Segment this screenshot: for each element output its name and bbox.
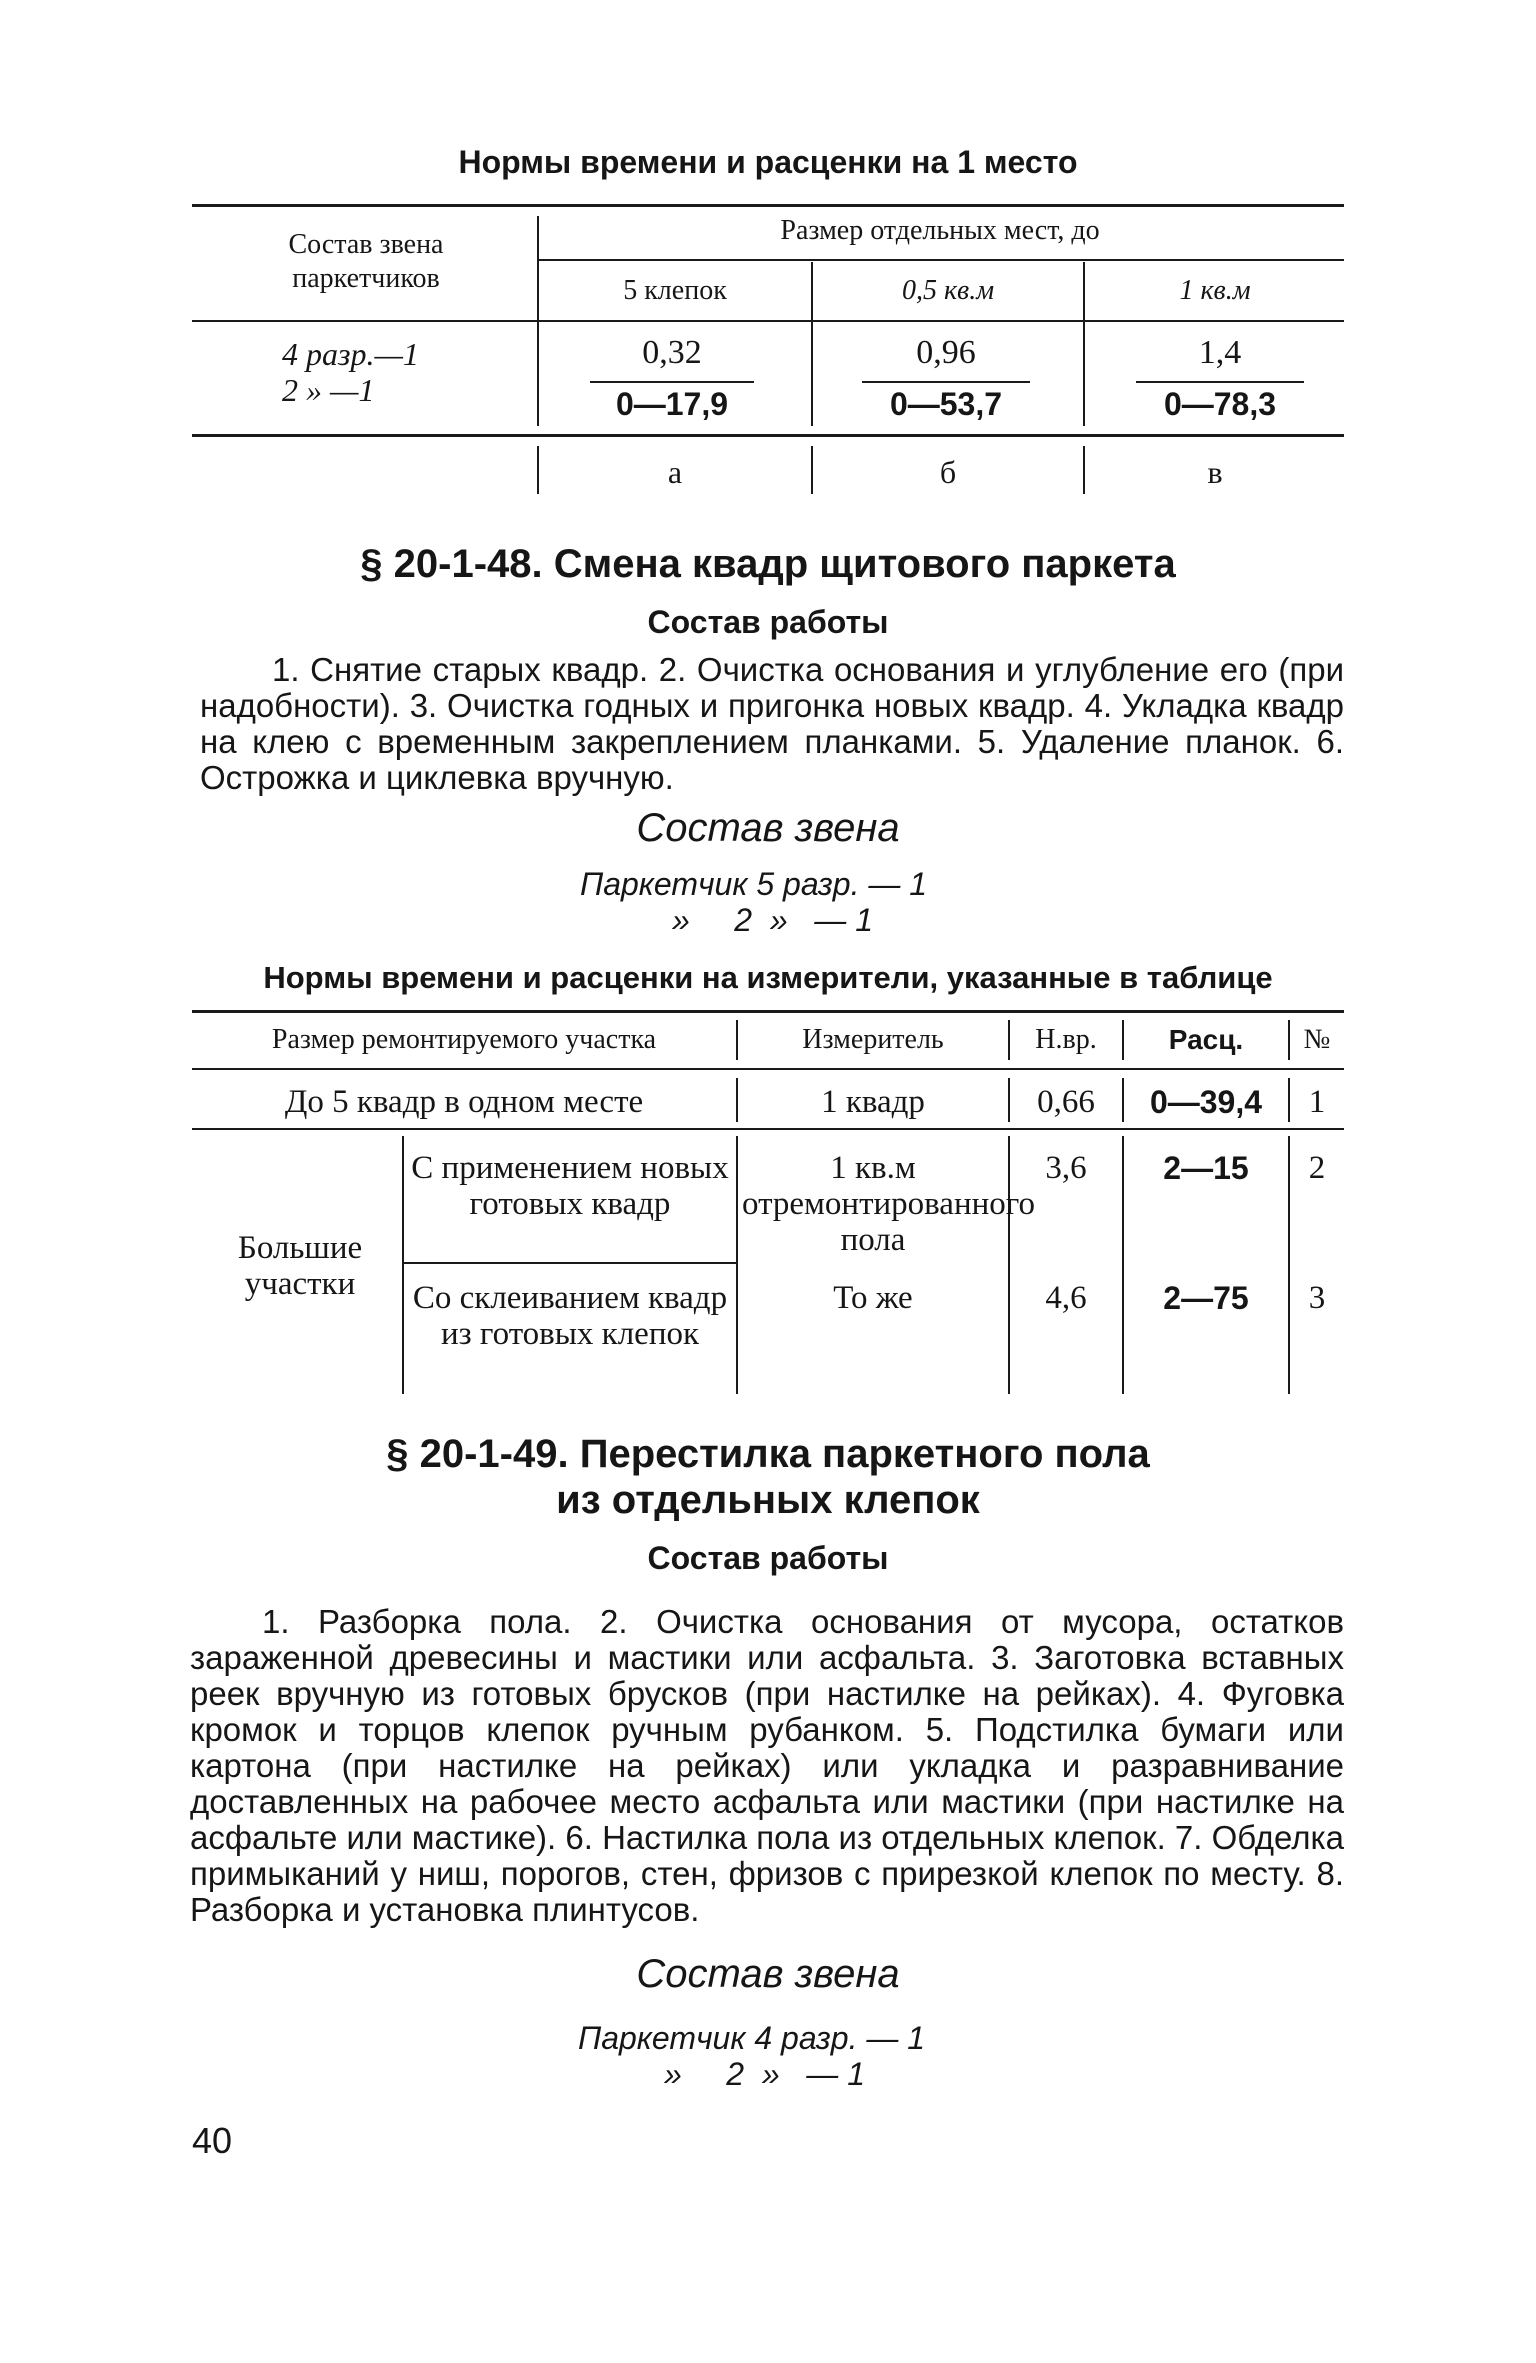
table2-header-num: № — [1303, 1024, 1331, 1055]
table1-col-0-5-m2: 0,5 кв.м — [901, 275, 995, 306]
section48-heading: § 20-1-48. Смена квадр щитового паркета — [360, 542, 1176, 586]
table1-rate-b: 0—53,7 — [889, 386, 1003, 422]
table2-title: Нормы времени и расценки на измерители, указанные в таблице — [263, 960, 1273, 995]
table1-letter-vline-3 — [1083, 446, 1085, 494]
table1-vline-2 — [811, 262, 813, 426]
table2-body-vline-1 — [736, 1136, 738, 1394]
table1-col-1-m2: 1 кв.м — [1179, 275, 1251, 306]
table1-top-rule — [192, 204, 1344, 207]
table1-crew-row-1: 4 разр.—1 — [282, 336, 419, 372]
table2-row3-num: 3 — [1308, 1280, 1326, 1316]
table1-col-5-klepok: 5 клепок — [623, 275, 727, 306]
table1-norm-a: 0,32 — [642, 334, 702, 371]
table2-row3-rate: 2—75 — [1163, 1280, 1249, 1316]
table1-norm-b: 0,96 — [916, 334, 976, 371]
table2-row2-rate: 2—15 — [1163, 1150, 1249, 1186]
table1-letter-c: в — [1207, 454, 1223, 490]
table1-letter-vline-2 — [811, 446, 813, 494]
table2-row3-sub: Со склеиванием квадр из готовых клепок — [412, 1280, 728, 1352]
table2-row1-norm: 0,66 — [1037, 1084, 1095, 1120]
table2-group-vline — [402, 1136, 404, 1394]
section48-crew-line-2: » 2 » — 1 — [672, 902, 873, 938]
section49-heading-line-2: из отдельных клепок — [556, 1478, 980, 1522]
section48-crew-title: Состав звена — [636, 806, 900, 850]
table1-letter-b: б — [939, 454, 957, 490]
page-number: 40 — [192, 2120, 233, 2161]
table1-subheader-rule — [538, 259, 1344, 261]
table1-size-header: Размер отдельных мест, до — [780, 215, 1100, 246]
table2-row3-norm: 4,6 — [1045, 1280, 1087, 1316]
table2-group-label: Большие участки — [237, 1230, 363, 1302]
table1-rate-a: 0—17,9 — [615, 386, 729, 422]
table2-header-rate: Расц. — [1168, 1024, 1244, 1055]
section49-crew-title: Состав звена — [636, 1952, 900, 1996]
table1-crew-header: Состав звена паркетчиков — [288, 229, 444, 294]
table2-top-rule — [192, 1010, 1344, 1013]
table1-vline-1 — [537, 216, 539, 426]
section49-work-title: Состав работы — [647, 1540, 889, 1576]
section48-work-title: Состав работы — [647, 604, 889, 640]
table2-row2-sub: С применением новых готовых квадр — [411, 1150, 729, 1222]
table2-row1-num: 1 — [1308, 1084, 1326, 1120]
table2-row2-norm: 3,6 — [1045, 1150, 1087, 1186]
section48-work-text — [200, 652, 1344, 796]
table1-title: Нормы времени и расценки на 1 место — [458, 144, 1078, 180]
section49-heading-line-1: § 20-1-49. Перестилка паркетного пола — [386, 1432, 1150, 1476]
table1-crew-row-2: 2 » —1 — [282, 372, 375, 408]
table2-row2-num: 2 — [1308, 1150, 1326, 1186]
table1-vline-3 — [1083, 262, 1085, 426]
table1-letter-a: а — [667, 454, 683, 490]
table1-fraction-line-c — [1136, 381, 1304, 383]
table1-fraction-line-a — [590, 381, 754, 383]
table2-subrow-rule — [402, 1262, 736, 1264]
table1-bottom-rule — [192, 434, 1344, 437]
table2-row1-size: До 5 квадр в одном месте — [284, 1084, 644, 1120]
table2-header-unit: Измеритель — [802, 1024, 944, 1055]
table2-header-size: Размер ремонтируемого участка — [271, 1024, 657, 1055]
table1-header-rule — [192, 320, 1344, 322]
table2-header-rule — [192, 1068, 1344, 1070]
table2-row3-unit: То же — [833, 1280, 913, 1316]
section49-crew-line-1: Паркетчик 4 разр. — 1 — [578, 2020, 926, 2056]
section49-crew-line-2: » 2 » — 1 — [664, 2056, 865, 2092]
table2-row1-unit: 1 квадр — [821, 1084, 925, 1120]
table2-row1-rate: 0—39,4 — [1149, 1084, 1263, 1120]
table2-row2-unit: 1 кв.м отремонтированного пола — [742, 1150, 1035, 1258]
table1-fraction-line-b — [862, 381, 1030, 383]
section49-work-text — [190, 1604, 1344, 1928]
table1-rate-c: 0—78,3 — [1163, 386, 1277, 422]
section48-work-paragraph: 1. Снятие старых квадр. 2. Очистка основания и углубление его (при надобности). 3. Очистка годных и пригонка новых квадр. 4. Укладка квадр на клею с временным закреплением планками. 5. Удаление планок. 6. Острожка и циклевка вручную. — [200, 651, 1344, 796]
section49-work-paragraph: 1. Разборка пола. 2. Очистка основания от мусора, остатков зараженной древесины и мастики или асфальта. 3. Заготовка вставных реек вручную из готовых брусков (при настилке на рейках). 4. Фуговка кромок и торцов клепок ручным рубанком. 5. Подстилка бумаги или картона (при настилке на рейках) или укладка и разравнивание доставленных на рабочее место асфальта или мастики (при настилке на асфальте или мастике). 6. Настилка пола из отдельных клепок. 7. Обделка примыканий у ниш, порогов, стен, фризов с прирезкой клепок по месту. 8. Разборка и установка плинтусов. — [190, 1603, 1344, 1928]
table2-row1-rule — [192, 1128, 1344, 1130]
table2-header-norm: Н.вр. — [1035, 1024, 1097, 1055]
table1-letter-vline-1 — [537, 446, 539, 494]
section48-crew-line-1: Паркетчик 5 разр. — 1 — [580, 866, 928, 902]
table1-norm-c: 1,4 — [1198, 334, 1242, 371]
